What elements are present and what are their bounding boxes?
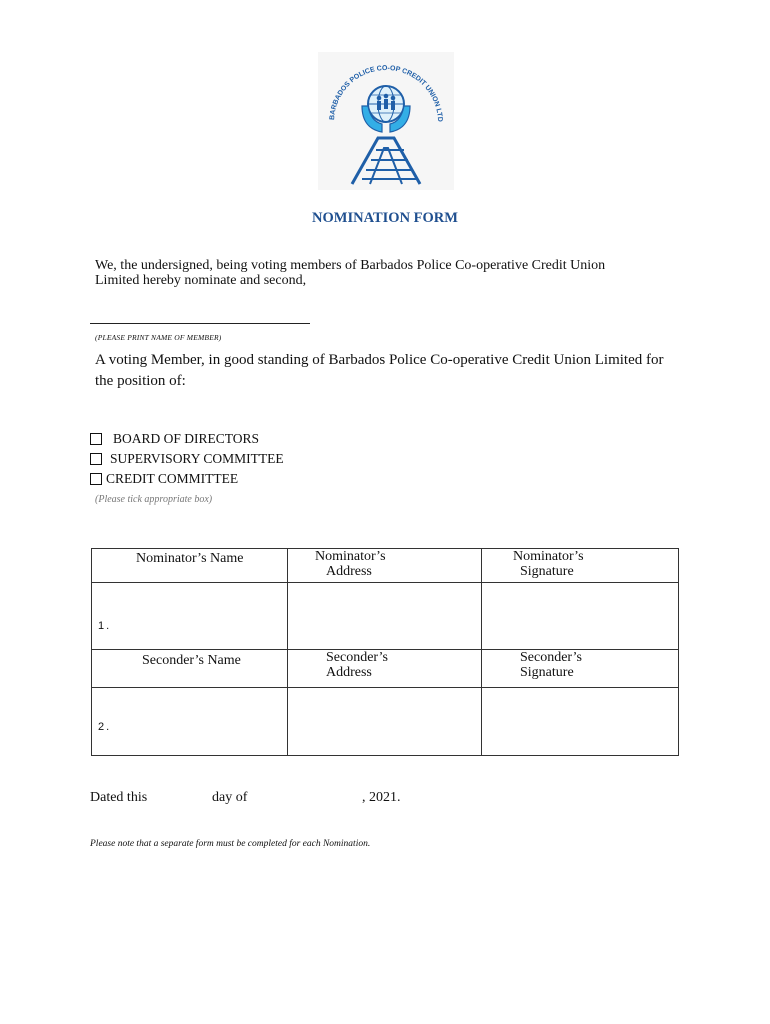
- day-of-label: day of: [212, 790, 248, 805]
- nominator-address-header: Nominator’s Address: [288, 549, 482, 583]
- dated-this-label: Dated this: [90, 790, 148, 805]
- nominator-name-header: Nominator’s Name: [92, 549, 288, 583]
- nominator-signature-header: Nominator’s Signature: [482, 549, 679, 583]
- seconder-address-header: Seconder’s Address: [288, 650, 482, 688]
- seconder-address-cell[interactable]: [288, 688, 482, 756]
- checkbox-credit-committee[interactable]: [90, 473, 102, 485]
- nominator-signature-cell[interactable]: [482, 583, 679, 650]
- seconder-signature-cell[interactable]: [482, 688, 679, 756]
- position-line-1: A voting Member, in good standing of Barbados Police Co-operative Credit Union Limited for: [95, 352, 664, 368]
- intro-line-1: We, the undersigned, being voting members of Barbados Police Co-operative Credit Union: [95, 258, 606, 273]
- options-hint: (Please tick appropriate box): [95, 494, 213, 505]
- row-number-2: 2.: [98, 721, 112, 733]
- footer-note: Please note that a separate form must be completed for each Nomination.: [90, 839, 371, 849]
- logo-arc-text: BARBADOS POLICE CO-OP CREDIT UNION LTD: [328, 64, 444, 123]
- member-name-caption: (PLEASE PRINT NAME OF MEMBER): [95, 333, 222, 342]
- nominator-address-cell[interactable]: [288, 583, 482, 650]
- seconder-name-cell[interactable]: [92, 688, 288, 756]
- checkbox-supervisory-committee[interactable]: [90, 453, 102, 465]
- credit-union-logo: [318, 52, 454, 190]
- checkbox-board-of-directors[interactable]: [90, 433, 102, 445]
- nominator-name-cell[interactable]: [92, 583, 288, 650]
- option-supervisory-committee[interactable]: [90, 451, 284, 467]
- option-board-of-directors[interactable]: [90, 431, 259, 447]
- seconder-signature-header: Seconder’s Signature: [482, 650, 679, 688]
- row-number-1: 1.: [98, 620, 112, 632]
- year-label: , 2021.: [362, 790, 401, 805]
- nomination-table: [91, 548, 679, 756]
- option-label: SUPERVISORY COMMITTEE: [110, 451, 284, 466]
- position-line-2: the position of:: [95, 373, 186, 389]
- form-title: NOMINATION FORM: [312, 210, 458, 226]
- option-credit-committee[interactable]: [90, 471, 238, 487]
- member-name-line[interactable]: [90, 323, 310, 324]
- option-label: CREDIT COMMITTEE: [106, 471, 239, 486]
- option-label: BOARD OF DIRECTORS: [113, 431, 260, 446]
- seconder-name-header: Seconder’s Name: [92, 650, 288, 688]
- intro-line-2: Limited hereby nominate and second,: [95, 273, 307, 288]
